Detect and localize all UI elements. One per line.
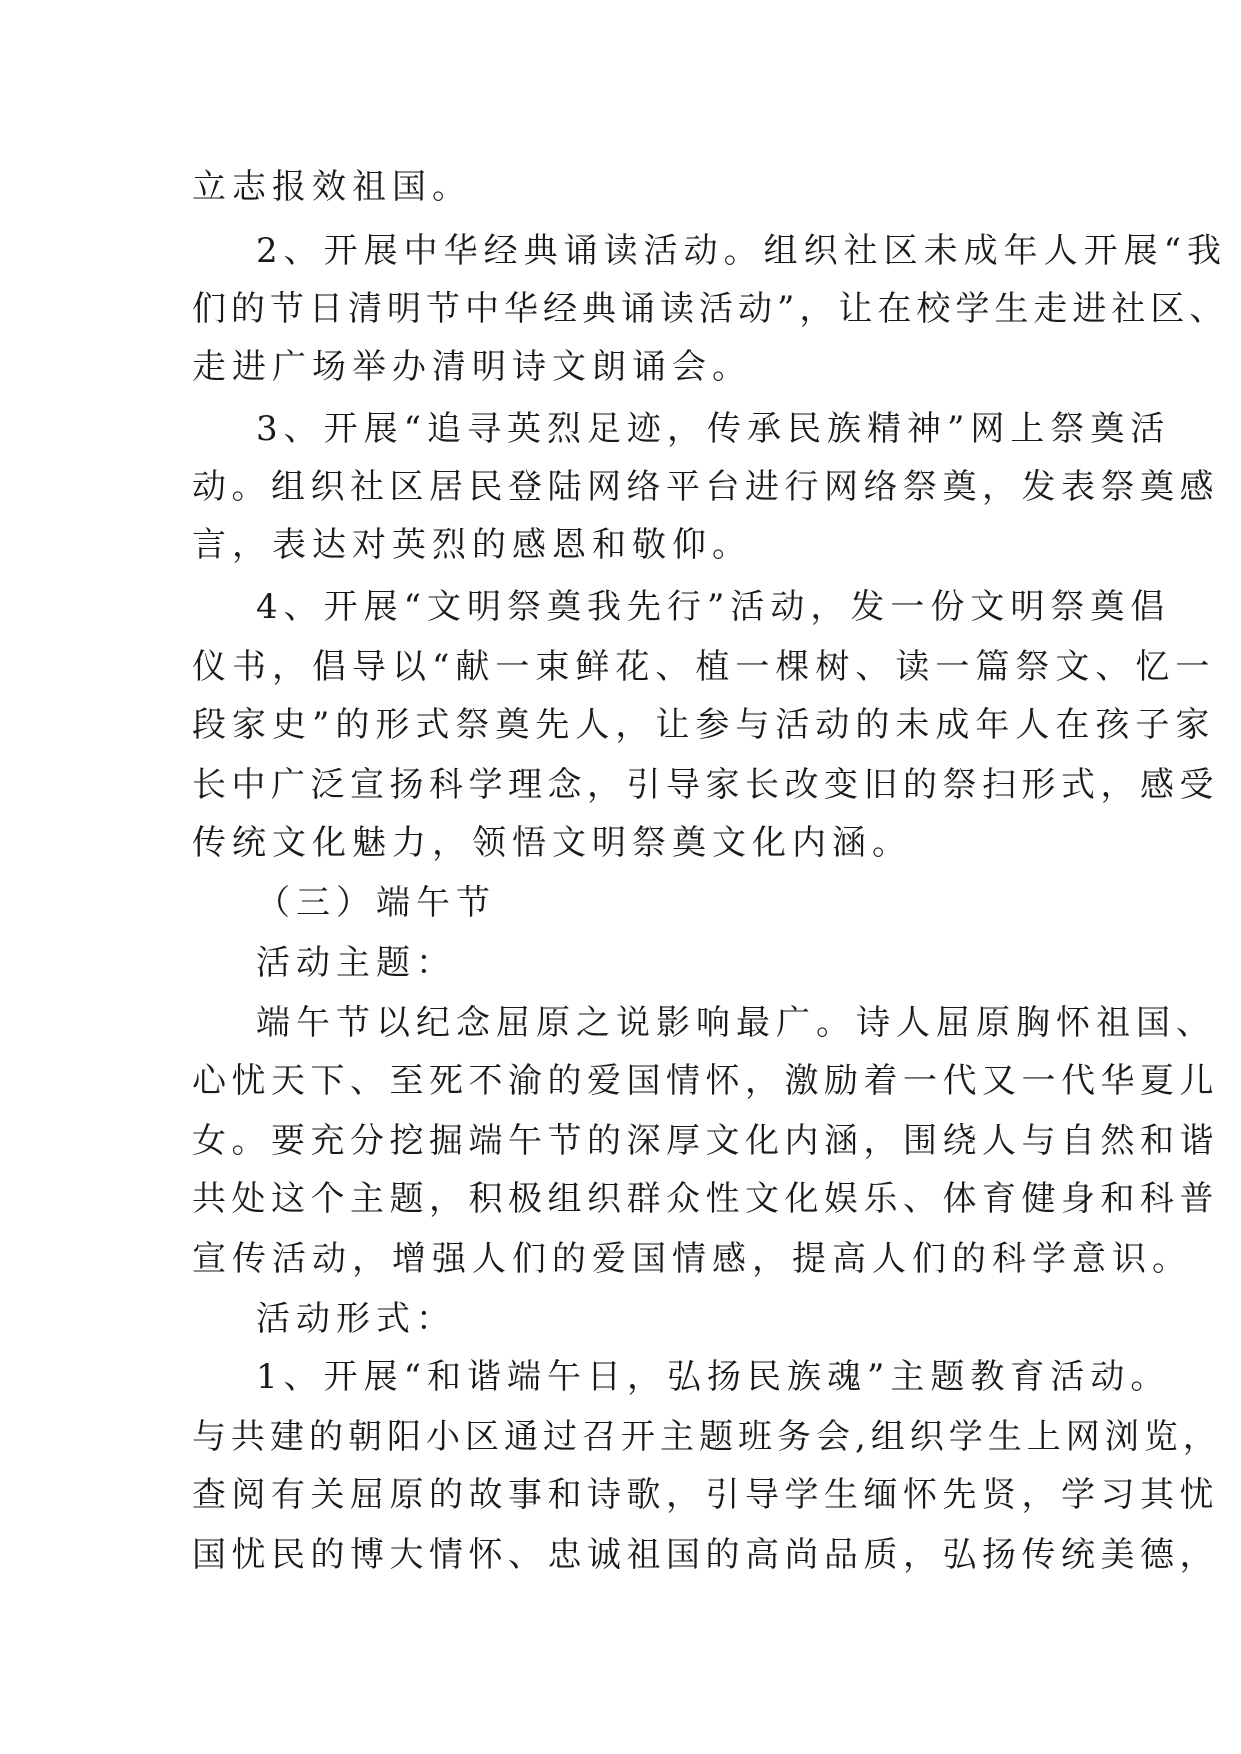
text-line: 心忧天下、至死不渝的爱国情怀，激励着一代又一代华夏儿 bbox=[192, 1061, 1219, 1101]
text-line: 走进广场举办清明诗文朗诵会。 bbox=[192, 347, 752, 387]
text-line: 查阅有关屈原的故事和诗歌，引导学生缅怀先贤，学习其忧 bbox=[192, 1475, 1219, 1515]
text-line: 与共建的朝阳小区通过召开主题班务会,组织学生上网浏览， bbox=[192, 1417, 1222, 1457]
text-line: 2、开展中华经典诵读活动。组织社区未成年人开展“我 bbox=[256, 231, 1228, 271]
text-line: 端午节以纪念屈原之说影响最广。诗人屈原胸怀祖国、 bbox=[256, 1003, 1216, 1043]
text-line: 宣传活动，增强人们的爱国情感，提高人们的科学意识。 bbox=[192, 1239, 1192, 1279]
text-line: 动。组织社区居民登陆网络平台进行网络祭奠，发表祭奠感 bbox=[192, 467, 1219, 507]
text-line: 传统文化魅力，领悟文明祭奠文化内涵。 bbox=[192, 823, 912, 863]
text-line: 们的节日清明节中华经典诵读活动”，让在校学生走进社区、 bbox=[192, 289, 1229, 329]
text-line: 长中广泛宣扬科学理念，引导家长改变旧的祭扫形式，感受 bbox=[192, 765, 1219, 805]
section-heading: （三）端午节 bbox=[256, 883, 496, 923]
text-line: 段家史”的形式祭奠先人，让参与活动的未成年人在孩子家 bbox=[192, 705, 1216, 745]
text-line: 国忧民的博大情怀、忠诚祖国的高尚品质，弘扬传统美德， bbox=[192, 1535, 1219, 1575]
text-line: 立志报效祖国。 bbox=[192, 167, 472, 207]
text-line: 言，表达对英烈的感恩和敬仰。 bbox=[192, 525, 752, 565]
text-line: 3、开展“追寻英烈足迹，传承民族精神”网上祭奠活 bbox=[256, 409, 1171, 449]
text-line: 活动主题： bbox=[256, 943, 456, 983]
text-line: 4、开展“文明祭奠我先行”活动，发一份文明祭奠倡 bbox=[256, 587, 1171, 627]
text-line: 共处这个主题，积极组织群众性文化娱乐、体育健身和科普 bbox=[192, 1179, 1219, 1219]
text-line: 1、开展“和谐端午日，弘扬民族魂”主题教育活动。 bbox=[256, 1357, 1171, 1397]
text-line: 女。要充分挖掘端午节的深厚文化内涵，围绕人与自然和谐 bbox=[192, 1121, 1219, 1161]
text-line: 仪书，倡导以“献一束鲜花、植一棵树、读一篇祭文、忆一 bbox=[192, 647, 1216, 687]
text-line: 活动形式： bbox=[256, 1299, 456, 1339]
